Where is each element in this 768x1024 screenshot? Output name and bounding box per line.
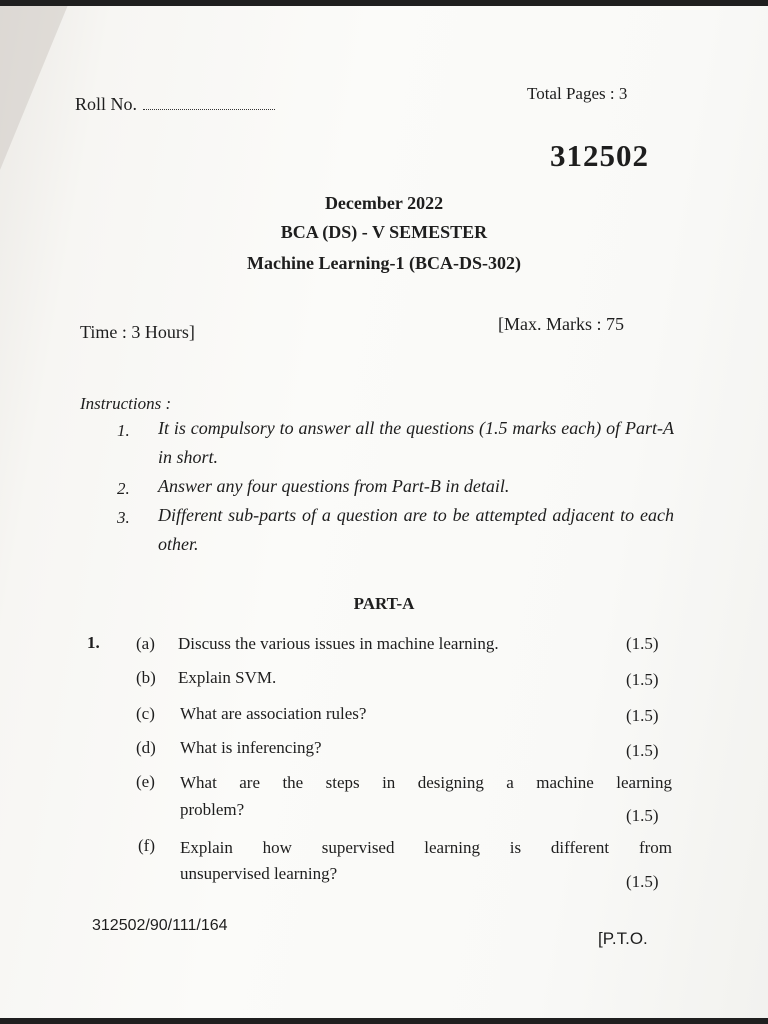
subpart-marks: (1.5) — [626, 706, 659, 725]
subpart-letter: (d) — [136, 738, 156, 757]
subpart-text-line1: What are the steps in designing a machine learning — [180, 773, 672, 792]
footer-paper-code: 312502/90/111/164 — [92, 917, 228, 934]
subpart-text: Discuss the various issues in machine learning. — [178, 634, 499, 653]
instructions-heading: Instructions : — [80, 394, 172, 413]
roll-number-field — [75, 94, 275, 115]
subpart-text-line2: unsupervised learning? — [180, 864, 338, 883]
instruction-text: Different sub-parts of a question are to be attempted adjacent to each other. — [158, 505, 674, 554]
paper-code: 312502 — [550, 138, 649, 173]
exam-month: December 2022 — [324, 193, 444, 213]
instruction-number: 2. — [117, 479, 130, 498]
instruction-number: 3. — [117, 508, 130, 527]
subpart-marks: (1.5) — [626, 806, 659, 825]
subpart-marks: (1.5) — [626, 634, 659, 653]
instruction-text: It is compulsory to answer all the questions (1.5 marks each) of Part-A in short. — [158, 418, 674, 467]
subpart-letter: (f) — [138, 836, 155, 855]
please-turn-over: [P.T.O. — [598, 929, 648, 948]
subpart-letter: (e) — [136, 772, 155, 791]
instruction-text: Answer any four questions from Part-B in detail. — [158, 476, 510, 496]
subpart-letter: (b) — [136, 668, 156, 687]
subpart-marks: (1.5) — [626, 741, 659, 760]
subpart-letter: (a) — [136, 634, 155, 653]
roll-number-label: Roll No. — [75, 94, 138, 114]
max-marks: [Max. Marks : 75 — [498, 314, 624, 334]
photo-bottom-edge — [0, 1018, 768, 1024]
roll-number-blank — [143, 95, 275, 110]
subpart-text: What is inferencing? — [180, 738, 322, 757]
subpart-text-line1: Explain how supervised learning is different from — [180, 838, 672, 857]
subpart-marks: (1.5) — [626, 670, 659, 689]
subpart-text-line2: problem? — [180, 800, 245, 819]
instruction-number: 1. — [117, 421, 130, 440]
subpart-text: What are association rules? — [180, 704, 367, 723]
question-number: 1. — [87, 633, 100, 652]
page-corner-shadow — [0, 0, 70, 170]
part-a-heading: PART-A — [353, 594, 415, 613]
exam-duration: Time : 3 Hours] — [80, 322, 195, 342]
course-title: BCA (DS) - V SEMESTER — [280, 222, 488, 242]
subpart-marks: (1.5) — [626, 872, 659, 891]
photo-top-edge — [0, 0, 768, 6]
subpart-text: Explain SVM. — [178, 668, 277, 687]
total-pages: Total Pages : 3 — [527, 84, 628, 103]
subject-title: Machine Learning-1 (BCA-DS-302) — [247, 253, 521, 273]
subpart-letter: (c) — [136, 704, 155, 723]
